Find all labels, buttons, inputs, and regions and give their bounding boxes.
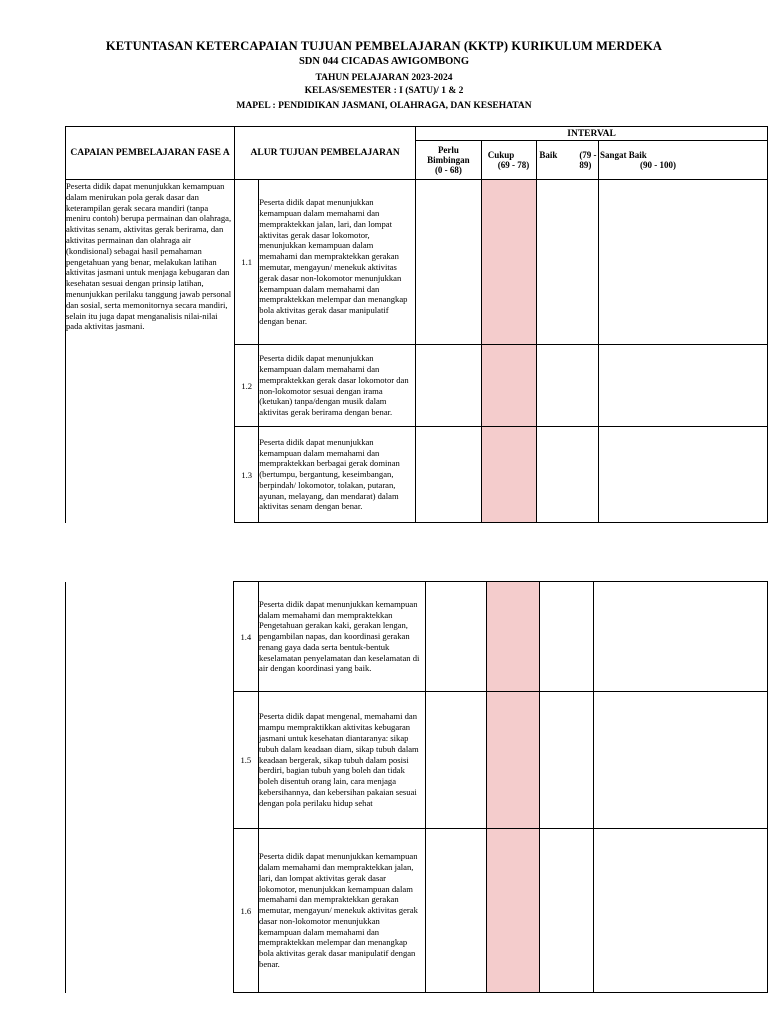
score-baik <box>537 427 599 523</box>
score-cukup <box>487 829 540 993</box>
score-sangat-baik <box>599 180 768 345</box>
capaian-continued <box>66 582 234 993</box>
row-number: 1.3 <box>235 427 259 523</box>
score-baik <box>537 345 599 427</box>
score-perlu-bimbingan <box>425 582 487 692</box>
score-baik <box>540 692 594 829</box>
score-cukup <box>487 582 540 692</box>
score-sangat-baik <box>594 829 768 993</box>
alur-text: Peserta didik dapat menunjukkan kemampuan dalam memahami dan mempraktekkan berbagai gerak dominan (bertumpu, bergantung, keseimbangan, berpindah/ lokomotor, tolakan, putaran, ayunan, melayang, dan mendarat) dalam aktivitas senam dengan benar. <box>259 427 416 523</box>
alur-header: ALUR TUJUAN PEMBELAJARAN <box>235 127 416 180</box>
row-number: 1.4 <box>233 582 258 692</box>
alur-text: Peserta didik dapat menunjukkan kemampuan dalam memahami dan mempraktekkan jalan, lari, dan lompat aktivitas gerak dasar lokomotor, menunjukkan kemampuan dalam memahami dan mempraktekkan gerakan memutar, mengayun/ menekuk aktivitas gerak dasar non-lokomotor menunjukkan kemampuan dalam memahami dan mempraktekkan melempar dan menangkap bola aktivitas gerak dasar manipulatif dengan benar. <box>259 829 426 993</box>
score-baik <box>540 582 594 692</box>
score-perlu-bimbingan <box>416 180 482 345</box>
row-number: 1.2 <box>235 345 259 427</box>
kktp-table-part-2 <box>65 581 768 993</box>
alur-text: Peserta didik dapat menunjukkan kemampuan dalam memahami dan mempraktekkan jalan, lari, dan lompat aktivitas gerak dasar lokomotor, menunjukkan kemampuan dalam memahami dan mempraktekkan gerakan memutar, mengayun/ menekuk aktivitas gerak dasar non-lokomotor menunjukkan kemampuan dalam memahami dan mempraktekkan melempar dan menangkap bola aktivitas gerak dasar manipulatif dengan benar. <box>259 180 416 345</box>
interval-cukup: Cukup (69 - 78) <box>481 141 537 180</box>
school-name: SDN 044 CICADAS AWIGOMBONG <box>298 56 470 67</box>
capaian-text: Peserta didik dapat menunjukkan kemampuan dalam menirukan pola gerak dasar dan keterampilan gerak secara mandiri (tanpa meniru contoh) berupa permainan dan olahraga, aktivitas senam, aktivitas gerak berirama, dan aktivitas permainan dan olahraga air (kondisional) sebagai hasil pemahaman pengetahuan yang benar, melakukan latihan aktivitas jasmani untuk menjaga kebugaran dan kesehatan sesuai dengan prinsip latihan, menunjukkan perilaku tanggung jawab personal dan sosial, serta memonitornya secara mandiri, selain itu juga dapat menganalisis nilai-nilai pada aktivitas jasmani. <box>66 180 235 523</box>
subject-title: MAPEL : PENDIDIKAN JASMANI, OLAHRAGA, DAN KESEHATAN <box>236 101 532 111</box>
score-perlu-bimbingan <box>425 829 487 993</box>
interval-header: INTERVAL <box>416 127 768 141</box>
class-semester: KELAS/SEMESTER : I (SATU)/ 1 & 2 <box>304 86 464 96</box>
row-number: 1.5 <box>233 692 258 829</box>
score-baik <box>537 180 599 345</box>
interval-perlu-bimbingan: Perlu Bimbingan (0 - 68) <box>416 141 482 180</box>
school-year: TAHUN PELAJARAN 2023-2024 <box>315 73 453 83</box>
score-cukup <box>487 692 540 829</box>
score-perlu-bimbingan <box>416 345 482 427</box>
score-cukup <box>481 180 537 345</box>
kktp-table-part-1 <box>65 126 768 523</box>
score-sangat-baik <box>594 692 768 829</box>
interval-baik: Baik (79 - 89) <box>537 141 599 180</box>
score-sangat-baik <box>599 345 768 427</box>
score-cukup <box>481 427 537 523</box>
row-number: 1.1 <box>235 180 259 345</box>
alur-text: Peserta didik dapat menunjukkan kemampuan dalam memahami dan mempraktekkan Pengetahuan gerakan kaki, gerakan lengan, pengambilan napas, dan koordinasi gerakan renang gaya dada serta bentuk-bentuk keselamatan penyelamatan dan keselamatan di air dengan koordinasi yang baik. <box>259 582 426 692</box>
score-cukup <box>481 345 537 427</box>
document-title: KETUNTASAN KETERCAPAIAN TUJUAN PEMBELAJARAN (KKTP) KURIKULUM MERDEKA <box>105 39 663 53</box>
score-sangat-baik <box>594 582 768 692</box>
row-number: 1.6 <box>233 829 258 993</box>
interval-sangat-baik: Sangat Baik (90 - 100) <box>599 141 768 180</box>
alur-text: Peserta didik dapat menunjukkan kemampuan dalam memahami dan mempraktekkan gerak dasar lokomotor dan non-lokomotor sesuai dengan irama (ketukan) tanpa/dengan musik dalam aktivitas gerak berirama dengan benar. <box>259 345 416 427</box>
score-perlu-bimbingan <box>416 427 482 523</box>
capaian-header: CAPAIAN PEMBELAJARAN FASE A <box>66 127 235 180</box>
score-sangat-baik <box>599 427 768 523</box>
score-perlu-bimbingan <box>425 692 487 829</box>
score-baik <box>540 829 594 993</box>
alur-text: Peserta didik dapat mengenal, memahami dan mampu mempraktikkan aktivitas kebugaran jasmani untuk kesehatan diantaranya: sikap tubuh dalam keadaan diam, sikap tubuh dalam keadaan bergerak, sikap tubuh dalam posisi berdiri, bagian tubuh yang boleh dan tidak boleh disentuh orang lain, cara menjaga kebersihannya, dan kebersihan pakaian sesuai dengan pola perilaku hidup sehat <box>259 692 426 829</box>
